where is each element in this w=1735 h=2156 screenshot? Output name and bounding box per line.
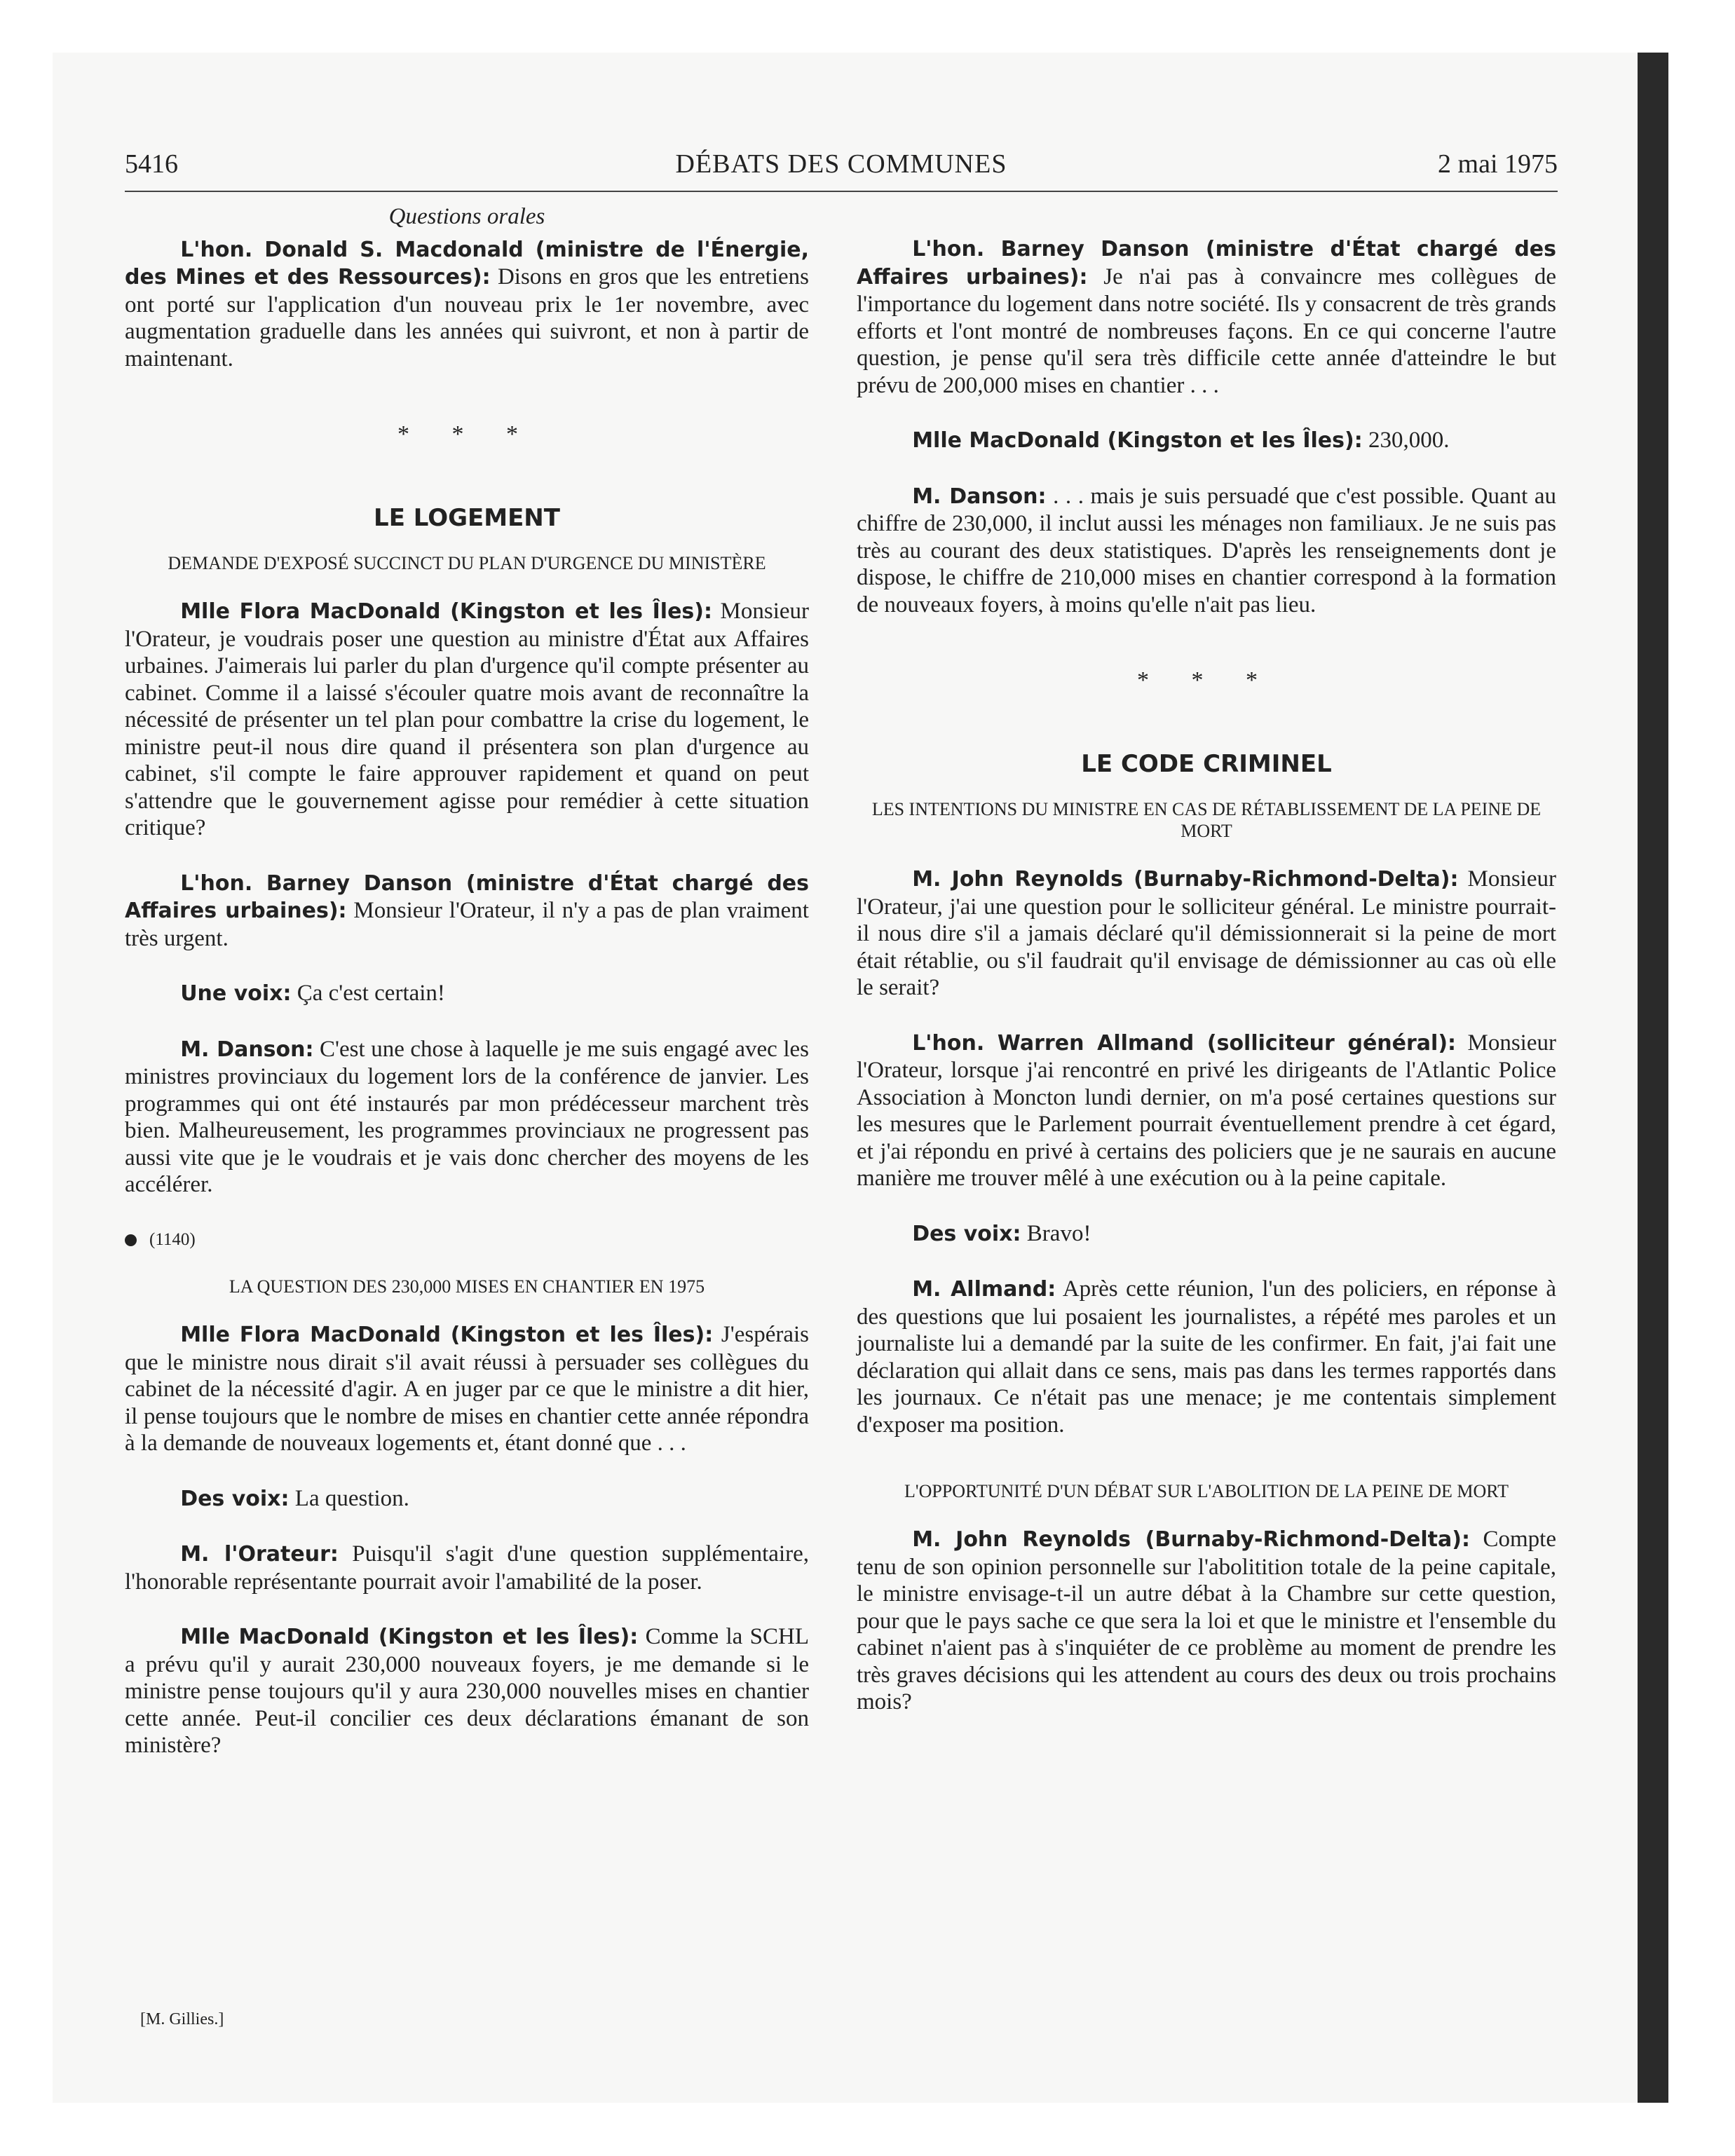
speech-text: C'est une chose à laquelle je me suis engagé avec les ministres provinciaux du logement lors de la conférence de janvier. Les programmes qui ont été instaurés par mon prédécesseur marchent très bien. Malheureusement, les programmes provinciaux ne progressent pas aussi vite que je le voudrais et je vais donc chercher des moyens de les accélérer. [125, 1036, 809, 1197]
speech-text: Je n'ai pas à convaincre mes collègues de l'importance du logement dans notre société. Ils y consacrent de très grands efforts et l'ont montré de nombreuses façons. En ce qui concerne l'autre question, je pense qu'il sera très difficile cette année d'atteindre le but prévu de 200,000 mises en chantier . . . [857, 264, 1556, 398]
sub-heading: LA QUESTION DES 230,000 MISES EN CHANTIER EN 1975 [229, 1276, 705, 1297]
page-number: 5416 [125, 149, 178, 179]
paragraph [857, 1220, 1556, 1248]
paragraph [125, 598, 809, 842]
paragraph [857, 866, 1556, 1002]
speaker: Mlle Flora MacDonald (Kingston et les Îles): [180, 599, 713, 624]
speaker: M. Allmand: [912, 1277, 1056, 1302]
page-header [125, 149, 1558, 192]
sub-heading: LES INTENTIONS DU MINISTRE EN CAS DE RÉTABLISSEMENT DE LA PEINE DE MORT [871, 799, 1542, 841]
speech-text: Disons en gros que les entretiens ont porté sur l'application d'un nouveau prix le 1er novembre, avec augmentation graduelle dans les années qui suivront, et non à partir de maintenant. [125, 264, 810, 371]
speech-text: Après cette réunion, l'un des policiers, en réponse à des questions que lui posaient les journalistes, a répété mes paroles et un journaliste lui a demandé par la suite de les confirmer. En fait, j'ai fait une déclaration qui allait dans ce sens, mais pas dans les termes rapportés dans les journaux. Ce n'était pas une menace; je me contentais simplement d'exposer ma position. [857, 1276, 1556, 1438]
paragraph [125, 1036, 809, 1199]
speech-text: Monsieur l'Orateur, il n'y a pas de plan vraiment très urgent. [125, 898, 809, 951]
speech-text: Comme la SCHL a prévu qu'il y aurait 230,000 nouveaux foyers, je me demande si le ministre pense toujours qu'il y aura 230,000 nouvelles mises en chantier cette année. Peut-il concilier ces deux déclarations émanant de son ministère? [125, 1624, 809, 1758]
speaker: Des voix: [180, 1486, 290, 1511]
speaker: L'hon. Donald S. Macdonald (ministre de l'Énergie, des Mines et des Ressources): [125, 237, 809, 289]
paragraph [857, 1526, 1556, 1716]
speaker: L'hon. Barney Danson (ministre d'État chargé des Affaires urbaines): [125, 871, 809, 923]
time-marker [125, 1227, 809, 1254]
paragraph [857, 1030, 1556, 1192]
section-title: LE CODE CRIMINEL [1081, 749, 1332, 778]
speaker: Une voix: [180, 981, 292, 1006]
left-column [125, 203, 809, 1759]
sub-heading: DEMANDE D'EXPOSÉ SUCCINCT DU PLAN D'URGENCE DU MINISTÈRE [168, 553, 766, 573]
speaker: M. John Reynolds (Burnaby-Richmond-Delta): [912, 1527, 1470, 1552]
section-title: LE LOGEMENT [374, 503, 560, 532]
speaker: M. Danson: [180, 1037, 314, 1062]
paragraph [857, 236, 1556, 399]
paragraph [857, 1276, 1556, 1438]
speaker: M. Danson: [912, 484, 1047, 509]
speech-text: Ça c'est certain! [291, 981, 445, 1006]
speech-text: 230,000. [1362, 428, 1450, 453]
paragraph [857, 483, 1556, 619]
page-title: DÉBATS DES COMMUNES [675, 149, 1007, 179]
right-column [857, 203, 1556, 1716]
speech-text: Bravo! [1021, 1220, 1091, 1246]
speaker: M. l'Orateur: [180, 1542, 339, 1567]
footer-note: [M. Gillies.] [140, 2010, 224, 2028]
paragraph [125, 870, 809, 953]
page-date: 2 mai 1975 [1438, 149, 1558, 179]
speaker: L'hon. Barney Danson (ministre d'État chargé des Affaires urbaines): [857, 237, 1556, 289]
speaker: L'hon. Warren Allmand (solliciteur général): [912, 1030, 1457, 1056]
speech-text: Monsieur l'Orateur, lorsque j'ai rencontré en privé les dirigeants de l'Atlantic Police Association à Moncton lundi dernier, on m'a posé certaines questions sur les mesures que le Parlement pourrait éventuellement prendre à cet égard, et j'ai répondu en privé à certains des policiers que je ne saurais en aucune manière me trouver mêlé à une exécution ou à la peine capitale. [857, 1030, 1556, 1191]
speaker: Mlle Flora MacDonald (Kingston et les Îles): [180, 1323, 714, 1347]
speech-text: Monsieur l'Orateur, je voudrais poser une question au ministre d'État aux Affaires urbaines. J'aimerais lui parler du plan d'urgence qu'il compte présenter au cabinet. Comme il a laissé s'écouler quatre mois avant de reconnaître la nécessité de présenter un tel plan pour combattre la crise du logement, le ministre peut-il nous dire quand il présentera son plan d'urgence au cabinet, s'il compte le faire approuver rapidement et quand on peut s'attendre que le gouvernement agisse pour remédier à cette situation critique? [125, 599, 809, 840]
paragraph [125, 1623, 809, 1759]
paragraph [125, 980, 809, 1008]
paragraph [857, 427, 1556, 455]
sub-heading: L'OPPORTUNITÉ D'UN DÉBAT SUR L'ABOLITION DE LA PEINE DE MORT [904, 1481, 1509, 1501]
speaker: M. John Reynolds (Burnaby-Richmond-Delta): [912, 867, 1459, 892]
speech-text: J'espérais que le ministre nous dirait s'il avait réussi à persuader ses collègues du cabinet de la nécessité d'agir. A en juger par ce que le ministre a dit hier, il pense toujours que le nombre de mises en chantier cette année répondra à la demande de nouveaux logements et, étant donné que . . . [125, 1322, 809, 1456]
speech-text: Monsieur l'Orateur, j'ai une question pour le solliciteur général. Le ministre pourrait-il nous dire s'il a jamais déclaré qu'il démissionnerait si la peine de mort était rétablie, ou s'il faudrait qu'il envisage de démissionner au cas où elle le serait? [857, 866, 1556, 1000]
speech-text: Compte tenu de son opinion personnelle sur l'abolitition totale de la peine capitale, le ministre envisage-t-il un autre débat à la Chambre sur cette question, pour que le pays sache ce que sera la loi et que le ministre et l'ensemble du cabinet n'aient pas à s'inquiéter de ce problème au moment de prendre les très graves décisions qui les attendent au cours des deux ou trois prochains mois? [857, 1527, 1556, 1714]
running-subhead: Questions orales [388, 204, 545, 229]
speaker: Mlle MacDonald (Kingston et les Îles): [180, 1625, 639, 1649]
paragraph [125, 1541, 809, 1595]
bullet-icon [125, 1234, 137, 1246]
section-separator: * * * [397, 421, 536, 447]
scan-edge [1638, 53, 1668, 2103]
paragraph [125, 1321, 809, 1457]
speaker: Des voix: [912, 1221, 1021, 1246]
paragraph [125, 1485, 809, 1513]
speech-text: . . . mais je suis persuadé que c'est possible. Quant au chiffre de 230,000, il inclut aussi les ménages non familiaux. Je ne suis pas très au courant des deux statistiques. D'après les renseignements dont je dispose, le chiffre de 210,000 mises en chantier correspond à la formation de nouveaux foyers, à moins qu'elle n'ait pas lieu. [857, 483, 1556, 618]
section-separator: * * * [1137, 667, 1276, 693]
speech-text: Puisqu'il s'agit d'une question supplémentaire, l'honorable représentante pourrait avoir l'amabilité de la poser. [125, 1541, 809, 1595]
time-stamp: (1140) [149, 1229, 196, 1249]
paragraph [125, 236, 809, 373]
speech-text: La question. [289, 1485, 409, 1511]
speaker: Mlle MacDonald (Kingston et les Îles): [912, 428, 1363, 453]
